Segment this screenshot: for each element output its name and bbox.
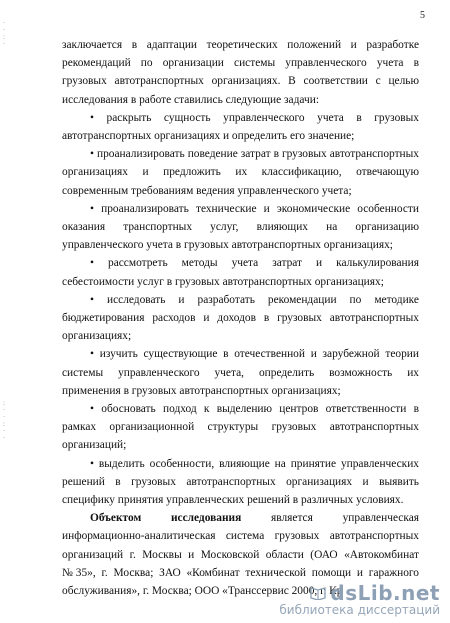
book-logo-icon	[310, 586, 326, 600]
document-body	[62, 36, 419, 600]
intro-paragraph: заключается в адаптации теоретических положений и разработке рекомендаций по организации системы управленческого учета в грузовых автотранспортных организациях. В соответствии с целью исследования в работе ставились следующие задачи:	[62, 39, 419, 106]
watermark-title: dsLib.net	[330, 581, 440, 605]
task-item: • изучить существующие в отечественной и зарубежной теории системы управленческого учета, определить возможность их применения в грузовых автотранспортных организациях;	[62, 345, 419, 400]
task-item: • проанализировать поведение затрат в грузовых автотранспортных организациях и предложить их классификацию, отвечающую современным требованиям ведения управленческого учета;	[62, 145, 419, 200]
task-item: • исследовать и разработать рекомендации по методике бюджетирования расходов и доходов в грузовых автотранспортных организациях;	[62, 291, 419, 346]
margin-scan-marks-lower: : · · : · ·	[3, 399, 6, 442]
task-item: • проанализировать технические и экономические особенности оказания транспортных услуг, влияющих на организацию управленческого учета в грузовых автотранспортных организациях;	[62, 200, 419, 255]
object-label: Объектом исследования	[90, 512, 242, 525]
task-item: • выделить особенности, влияющие на принятие управленческих решений в грузовых автотранспортных организациях и выявить специфику принятия управленческих решений в различных условиях.	[62, 455, 419, 510]
margin-scan-marks: · · : ·	[3, 19, 6, 48]
page-number: 5	[420, 10, 425, 21]
task-item: • обосновать подход к выделению центров ответственности в рамках организационной структуры грузовых автотранспортных организаций;	[62, 400, 419, 455]
object-text: является управленческая информационно-аналитическая система грузовых автотранспортных организаций г. Москвы и Московской области (ОАО «Автокомбинат №35», г. Москва; ЗАО «Комбинат технической помощи и гаражного обслуживания», г. Москва; ООО «Транссервис 2000, г. Кр	[62, 512, 419, 598]
watermark	[279, 581, 440, 617]
watermark-subtitle: библиотека диссертаций	[279, 603, 440, 617]
task-item: • раскрыть сущность управленческого учета в грузовых автотранспортных организациях и определить его значение;	[62, 109, 419, 145]
task-item: • рассмотреть методы учета затрат и калькулирования себестоимости услуг в грузовых автотранспортных организациях;	[62, 254, 419, 290]
